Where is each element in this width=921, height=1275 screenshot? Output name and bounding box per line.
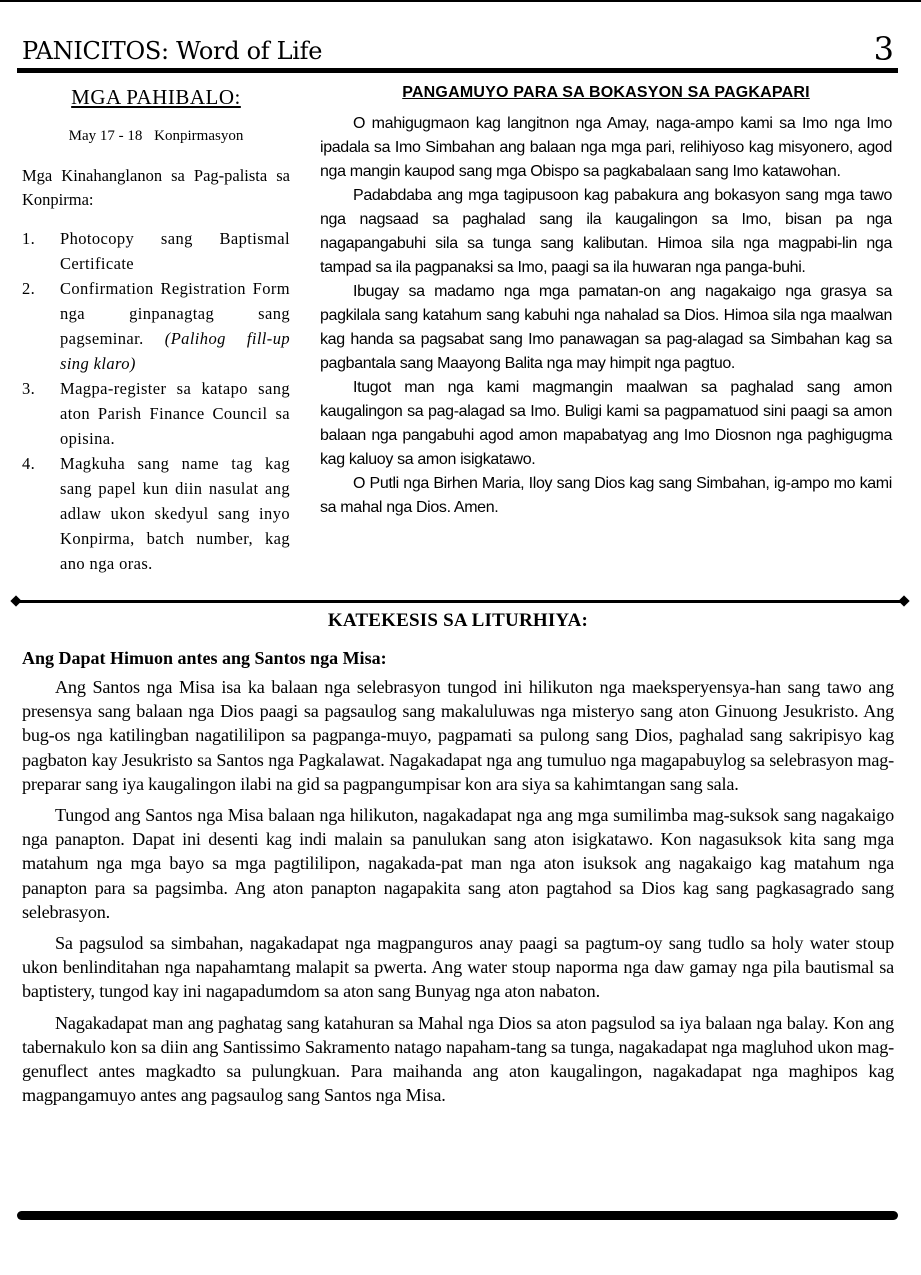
diamond-icon <box>10 595 21 606</box>
section-divider <box>12 596 908 608</box>
announcements-title: MGA PAHIBALO: <box>71 85 241 109</box>
requirement-number: 3. <box>22 379 36 398</box>
announcements-column <box>22 82 290 576</box>
requirements-intro: Mga Kinahanglanon sa Pag-palista sa Konpirma: <box>22 166 290 209</box>
page-header <box>22 30 898 68</box>
requirement-text: Confirmation Registration Form nga ginpanagtag sang pagseminar. <box>60 279 290 348</box>
diamond-icon <box>898 595 909 606</box>
prayer-paragraph: O Putli nga Birhen Maria, Iloy sang Dios kag sang Simbahan, ig-ampo mo kami sa mahal nga Dios. Amen. <box>320 475 892 516</box>
catechesis-paragraph: Sa pagsulod sa simbahan, nagakadapat nga magpanguros anay paagi sa pagtum-oy sang tudlo sa holy water stoup ukon benlinditahan nga napahamtang malapit sa pwerta. Ang water stoup naporma nga daw gamay nga pila bautismal sa baptistery, tungod kay ini nagapadumdom sa aton sang Bunyag nga aton nabaton. <box>22 933 894 1002</box>
newsletter-title: PANICITOS: Word of Life <box>22 37 323 65</box>
catechesis-paragraph: Ang Santos nga Misa isa ka balaan nga selebrasyon tungod ini hilikuton nga maeksperyensya-han sang tawo ang presensya sang balaan nga Dios paagi sa pagsaulog sang makaluluwas nga misteryo sang aton Ginuong Jesukristo. Ang bug-os nga katilingban nagatililipon sa pagpanga-muyo, pagpamati sa pulong sang Dios, paghalad sang sakripisyo kag pagbaton kay Jesukristo sa Santos nga Pagkalawat. Nagakadapat nga ang tumuluo nga magapabuylog sa selebrasyon mag-preparar sang iya kaugalingon ilabi na gid sa pagpangumpisar kon ara siya sa kahimtangan sang sala. <box>22 677 894 794</box>
prayer-body <box>320 112 892 520</box>
page-number: 3 <box>873 30 894 68</box>
requirement-number: 4. <box>22 454 36 473</box>
page-top-border <box>0 0 921 2</box>
requirement-item <box>22 276 290 376</box>
requirements-list <box>22 226 290 576</box>
requirement-text: Magkuha sang name tag kag sang papel kun diin nasulat ang adlaw ukon skedyul sang inyo Konpirma, batch number, kag ano nga oras. <box>60 454 290 573</box>
requirement-item <box>22 226 290 276</box>
requirement-item <box>22 451 290 576</box>
catechesis-paragraph: Tungod ang Santos nga Misa balaan nga hilikuton, nagakadapat nga ang mga sumilimba mag-suksok sang nagakaigo nga panapton. Dapat ini desenti kag indi malain sa panulukan sang aton isigkatawo. Kon nagasuksok kita sang mga matahum nga mga bayo sa mga pagtililipon, nagakada-pat man nga aton isuksok ang nagakaigo kag matahum nga panapton para sa pagsimba. Ang aton panapton nagapakita sang aton pagtahod sa Dios kag sang pagkasagrado sang selebrasyon. <box>22 805 894 922</box>
catechesis-subheading: Ang Dapat Himuon antes ang Santos nga Misa: <box>22 648 387 668</box>
prayer-paragraph: Itugot man nga kami magmangin maalwan sa paghalad sang amon kaugalingon sa pag-alagad sa Imo. Buligi kami sa pagpamatuod sini paagi sa amon balaan nga pangabuhi agod amon mapabatyag ang Imo Diosnon nga paghigugma kag kaluoy sa amon isigkatawo. <box>320 379 892 468</box>
requirement-text: Magpa-register sa katapo sang aton Parish Finance Council sa opisina. <box>60 379 290 448</box>
requirement-text: Photocopy sang Baptismal Certificate <box>60 229 290 273</box>
bottom-rule <box>17 1211 898 1220</box>
header-rule <box>17 68 898 73</box>
event-name: Konpirmasyon <box>154 128 244 144</box>
catechesis-section <box>22 608 894 1114</box>
requirement-note: (Palihog fill-up sing klaro) <box>60 329 290 373</box>
catechesis-body <box>22 675 894 1107</box>
divider-line <box>16 600 904 603</box>
event-line <box>22 126 290 146</box>
prayer-paragraph: Padabdaba ang mga tagipusoon kag pabakura ang bokasyon sang mga tawo nga nagsaad sa paghalad sang ila kaugalingon sa Imo, bisan pa nga nagapangabuhi sila sa tunga sang kalibutan. Himoa sila nga magpabi-lin nga tampad sa ila pagpanaksi sa Imo, paagi sa ila huwaran nga panga-buhi. <box>320 187 892 276</box>
prayer-title: PANGAMUYO PARA SA BOKASYON SA PAGKAPARI <box>402 84 810 101</box>
catechesis-paragraph: Nagakadapat man ang paghatag sang katahuran sa Mahal nga Dios sa aton pagsulod sa iya balaan nga balay. Kon ang tabernakulo kon sa diin ang Santissimo Sakramento natago napaham-tang sa tunga, nagakadapat nga magluhod ukon mag-genuflect antes magkadto sa pulungkuan. Para maihanda ang aton kaugalingon, nagakadapat nga maghipos kag magpangamuyo antes ang pagsaulog sang Santos nga Misa. <box>22 1012 894 1106</box>
requirement-number: 2. <box>22 279 36 298</box>
prayer-paragraph: Ibugay sa madamo nga mga pamatan-on ang nagakaigo nga grasya sa pagkilala sang katahum sang kabuhi nga nahalad sa Dios. Himoa sila nga maalwan kag handa sa pagsabat sang Imo panawagan sa pag-alagad sa Simbahan kag sa pagbantala sang Maayong Balita nga may himpit nga pagtuo. <box>320 283 892 372</box>
prayer-column <box>320 82 892 520</box>
requirement-item <box>22 376 290 451</box>
prayer-paragraph: O mahigugmaon kag langitnon nga Amay, naga-ampo kami sa Imo nga Imo ipadala sa Imo Simbahan ang balaan nga mga pari, relihiyoso kag misyonero, agod nga mangin kaupod sang mga Obispo sa pagkabalaan sang Imo katawohan. <box>320 115 892 180</box>
catechesis-title: KATEKESIS SA LITURHIYA: <box>327 610 589 631</box>
event-date: May 17 - 18 <box>68 128 143 144</box>
requirement-number: 1. <box>22 229 36 248</box>
